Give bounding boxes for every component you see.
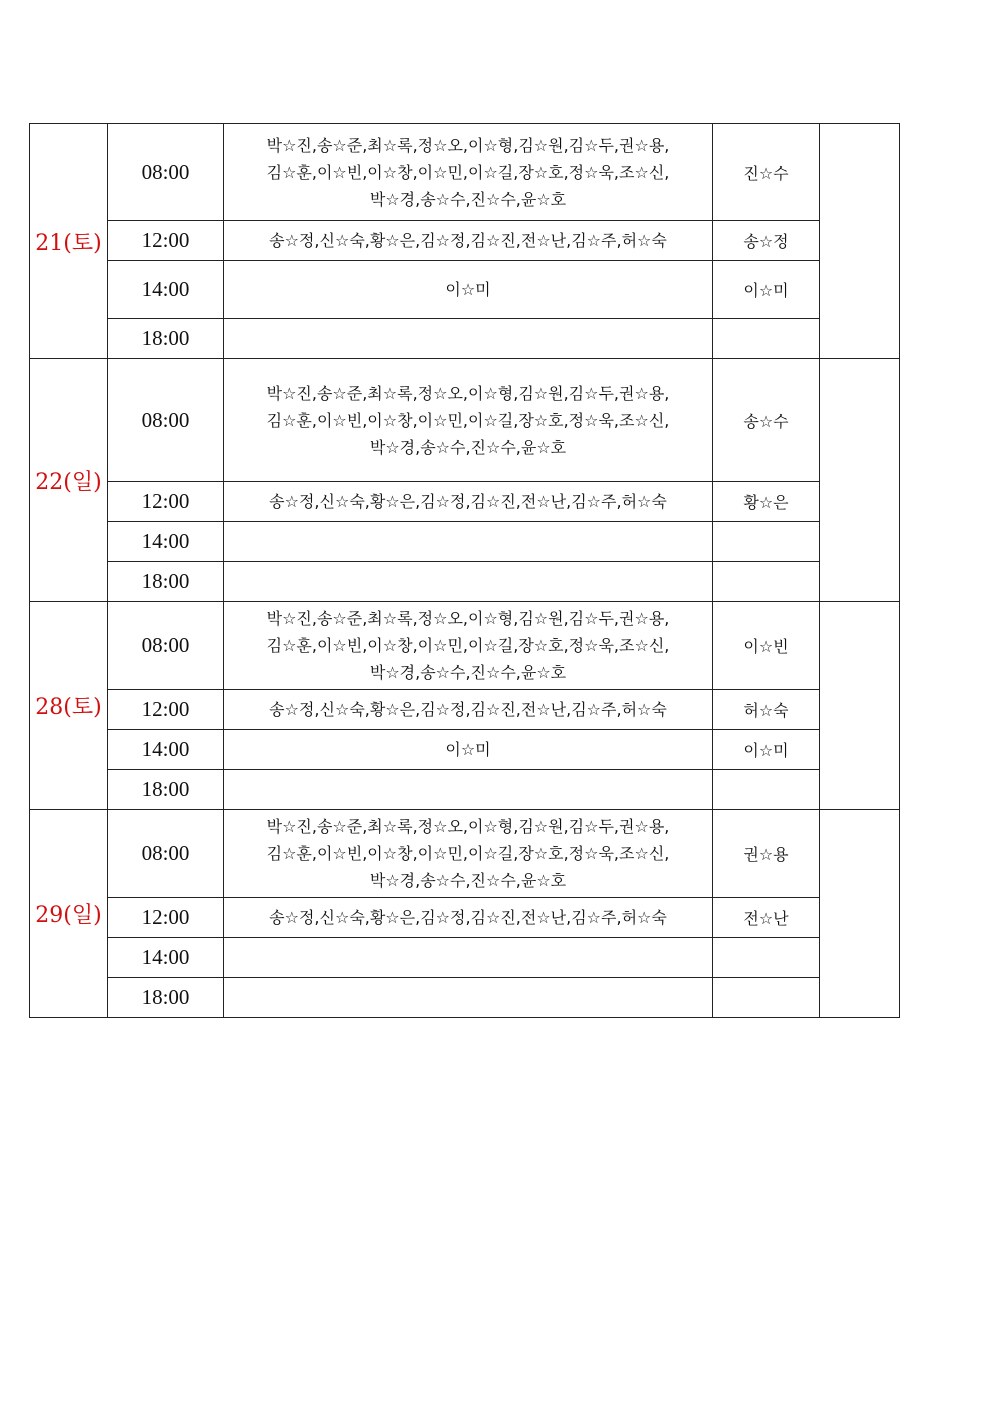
time-cell: 18:00 (108, 319, 224, 359)
time-cell: 14:00 (108, 938, 224, 978)
schedule-table (29, 123, 900, 1018)
names-line: 김☆훈,이☆빈,이☆창,이☆민,이☆길,장☆호,정☆욱,조☆신, (266, 410, 670, 430)
names-line: 김☆훈,이☆빈,이☆창,이☆민,이☆길,장☆호,정☆욱,조☆신, (266, 636, 670, 655)
table-row (30, 938, 900, 978)
names-cell (224, 522, 713, 562)
leader-cell: 이☆빈 (713, 602, 820, 690)
names-line: 김☆훈,이☆빈,이☆창,이☆민,이☆길,장☆호,정☆욱,조☆신, (266, 844, 670, 863)
leader-cell (713, 319, 820, 359)
names-cell (224, 810, 713, 898)
time-cell: 14:00 (108, 522, 224, 562)
time-cell: 08:00 (108, 359, 224, 482)
names-cell (224, 730, 713, 770)
names-line: 김☆훈,이☆빈,이☆창,이☆민,이☆길,장☆호,정☆욱,조☆신, (266, 162, 670, 182)
leader-cell (713, 562, 820, 602)
table-row (30, 898, 900, 938)
leader-cell: 진☆수 (713, 124, 820, 221)
table-row (30, 319, 900, 359)
names-cell (224, 261, 713, 319)
table-row (30, 562, 900, 602)
table-row (30, 730, 900, 770)
names-line: 송☆정,신☆숙,황☆은,김☆정,김☆진,전☆난,김☆주,허☆숙 (269, 231, 667, 250)
names-cell (224, 562, 713, 602)
leader-cell: 이☆미 (713, 261, 820, 319)
table-row (30, 359, 900, 482)
names-line: 송☆정,신☆숙,황☆은,김☆정,김☆진,전☆난,김☆주,허☆숙 (269, 700, 667, 719)
date-cell: 29(일) (30, 810, 108, 1018)
names-line: 박☆진,송☆준,최☆록,정☆오,이☆형,김☆원,김☆두,권☆용, (266, 383, 670, 403)
table-row (30, 602, 900, 690)
names-line: 박☆진,송☆준,최☆록,정☆오,이☆형,김☆원,김☆두,권☆용, (266, 609, 670, 628)
leader-cell: 이☆미 (713, 730, 820, 770)
table-row (30, 810, 900, 898)
time-cell: 08:00 (108, 602, 224, 690)
names-line: 이☆미 (445, 280, 491, 299)
note-cell (820, 124, 900, 359)
names-line: 박☆경,송☆수,진☆수,윤☆호 (369, 437, 567, 457)
table-row (30, 690, 900, 730)
leader-cell (713, 978, 820, 1018)
table-row (30, 978, 900, 1018)
time-cell: 12:00 (108, 898, 224, 938)
leader-cell (713, 770, 820, 810)
names-cell (224, 938, 713, 978)
time-cell: 18:00 (108, 562, 224, 602)
table-row (30, 221, 900, 261)
leader-cell: 허☆숙 (713, 690, 820, 730)
names-line: 송☆정,신☆숙,황☆은,김☆정,김☆진,전☆난,김☆주,허☆숙 (269, 908, 667, 927)
names-line: 박☆경,송☆수,진☆수,윤☆호 (369, 871, 567, 890)
time-cell: 12:00 (108, 690, 224, 730)
names-cell (224, 124, 713, 221)
names-cell (224, 319, 713, 359)
leader-cell: 송☆수 (713, 359, 820, 482)
names-cell (224, 602, 713, 690)
time-cell: 14:00 (108, 261, 224, 319)
leader-cell (713, 522, 820, 562)
table-row (30, 124, 900, 221)
names-cell (224, 978, 713, 1018)
table-row (30, 770, 900, 810)
names-cell (224, 770, 713, 810)
names-cell (224, 359, 713, 482)
table-row (30, 261, 900, 319)
time-cell: 18:00 (108, 978, 224, 1018)
table-row (30, 482, 900, 522)
leader-cell (713, 938, 820, 978)
names-line: 박☆진,송☆준,최☆록,정☆오,이☆형,김☆원,김☆두,권☆용, (266, 135, 670, 155)
time-cell: 12:00 (108, 482, 224, 522)
names-line: 이☆미 (445, 740, 491, 759)
leader-cell: 황☆은 (713, 482, 820, 522)
names-cell (224, 482, 713, 522)
leader-cell: 전☆난 (713, 898, 820, 938)
names-cell (224, 898, 713, 938)
names-cell (224, 690, 713, 730)
note-cell (820, 810, 900, 1018)
names-line: 송☆정,신☆숙,황☆은,김☆정,김☆진,전☆난,김☆주,허☆숙 (269, 492, 667, 511)
names-cell (224, 221, 713, 261)
time-cell: 14:00 (108, 730, 224, 770)
names-line: 박☆경,송☆수,진☆수,윤☆호 (369, 189, 567, 209)
date-cell: 22(일) (30, 359, 108, 602)
time-cell: 18:00 (108, 770, 224, 810)
time-cell: 08:00 (108, 124, 224, 221)
date-cell: 28(토) (30, 602, 108, 810)
table-row (30, 522, 900, 562)
note-cell (820, 602, 900, 810)
time-cell: 08:00 (108, 810, 224, 898)
names-line: 박☆경,송☆수,진☆수,윤☆호 (369, 663, 567, 682)
date-cell: 21(토) (30, 124, 108, 359)
note-cell (820, 359, 900, 602)
names-line: 박☆진,송☆준,최☆록,정☆오,이☆형,김☆원,김☆두,권☆용, (266, 817, 670, 836)
leader-cell: 권☆용 (713, 810, 820, 898)
leader-cell: 송☆정 (713, 221, 820, 261)
time-cell: 12:00 (108, 221, 224, 261)
